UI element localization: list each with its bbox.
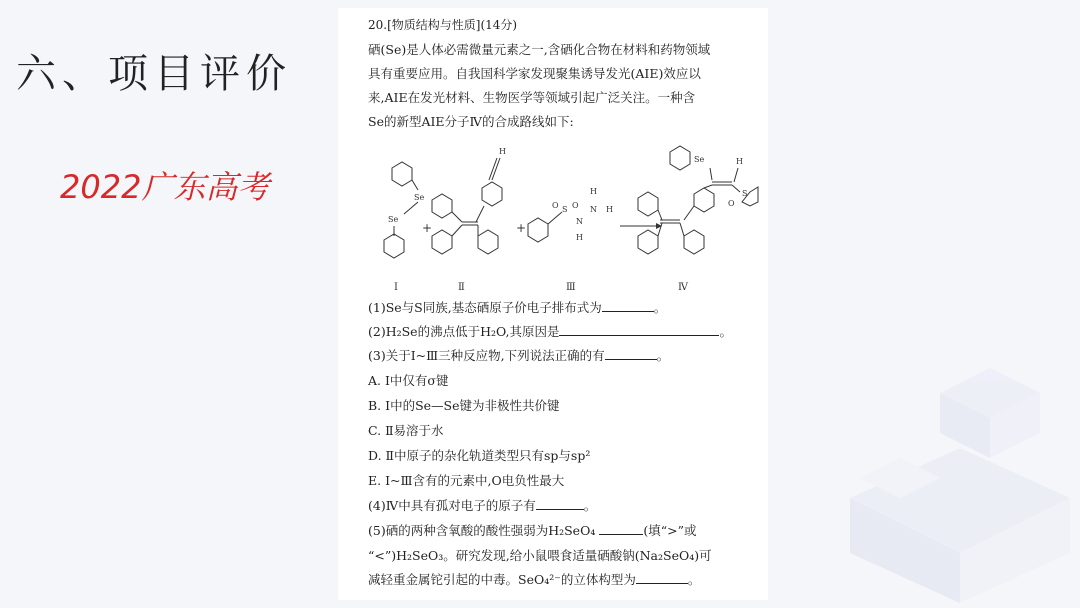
compound-iv: [638, 146, 758, 254]
question-1: (1)Se与S同族,基态硒原子价电子排布式为 。: [368, 300, 667, 315]
answer-blank-4[interactable]: [536, 498, 584, 510]
question-3: (3)关于Ⅰ~Ⅲ三种反应物,下列说法正确的有 。: [368, 348, 670, 363]
decorative-cubes: [840, 338, 1080, 608]
question-4: (4)Ⅳ中具有孤对电子的原子有 。: [368, 498, 597, 513]
plus-sign-1: +: [422, 221, 433, 235]
question-5-line-2: “<”)H₂SeO₃。研究发现,给小鼠喂食适量硒酸钠(Na₂SeO₄)可: [368, 548, 712, 563]
intro-line-2: 具有重要应用。自我国科学家发现聚集诱导发光(AIE)效应以: [368, 66, 701, 81]
plus-sign-2: +: [516, 221, 527, 235]
atom-o-iv-1: O: [728, 199, 735, 208]
answer-blank-5a[interactable]: [599, 523, 643, 535]
question-header: 20.[物质结构与性质](14分): [368, 18, 518, 32]
intro-line-1: 硒(Se)是人体必需微量元素之一,含硒化合物在材料和药物领域: [368, 42, 711, 57]
atom-o-2: O: [572, 201, 579, 210]
atom-s-iv: S: [742, 189, 748, 198]
atom-h-ii: H: [499, 147, 506, 156]
atom-se-1: Se: [414, 193, 425, 202]
question-2: (2)H₂Se的沸点低于H₂O,其原因是 。: [368, 324, 732, 339]
atom-h-2: H: [606, 205, 613, 214]
intro-line-4: Se的新型AIE分子Ⅳ的合成路线如下:: [368, 114, 574, 129]
question-5-line-3: 减轻重金属铊引起的中毒。SeO₄²⁻的立体构型为 。: [368, 572, 701, 587]
option-b: B. Ⅰ中的Se—Se键为非极性共价键: [368, 398, 560, 413]
atom-h-1: H: [590, 187, 597, 196]
option-e: E. Ⅰ~Ⅲ含有的元素中,O电负性最大: [368, 473, 565, 488]
question-5-line-1: (5)硒的两种含氧酸的酸性强弱为H₂SeO₄ (填“>”或: [368, 523, 697, 538]
atom-se-iv: Se: [694, 155, 705, 164]
atom-h-iv: H: [736, 157, 743, 166]
atom-n-2: N: [590, 205, 597, 214]
answer-blank-1[interactable]: [602, 300, 654, 312]
atom-h-3: H: [576, 233, 583, 242]
answer-blank-5b[interactable]: [636, 572, 688, 584]
option-c: C. Ⅱ易溶于水: [368, 423, 444, 438]
label-ii: Ⅱ: [458, 282, 465, 293]
label-iv: Ⅳ: [678, 282, 688, 293]
option-a: A. Ⅰ中仅有σ键: [368, 373, 449, 388]
label-iii: Ⅲ: [566, 282, 576, 293]
atom-n-1: N: [576, 217, 583, 226]
exam-question-image: [338, 8, 768, 600]
answer-blank-3[interactable]: [605, 348, 657, 360]
label-i: Ⅰ: [394, 282, 398, 293]
compound-ii: [432, 147, 506, 254]
compound-i: [384, 162, 424, 258]
atom-s: S: [562, 205, 568, 214]
slide-subtitle: 2022广东高考: [60, 168, 270, 206]
slide-title: 六、项目评价: [16, 51, 292, 97]
atom-o-1: O: [552, 201, 559, 210]
intro-line-3: 来,AIE在发光材料、生物医学等领域引起广泛关注。一种含: [368, 90, 696, 105]
answer-blank-2[interactable]: [559, 324, 719, 336]
synthesis-scheme: [360, 140, 760, 296]
compound-iii: [528, 187, 613, 242]
atom-se-2: Se: [388, 215, 399, 224]
option-d: D. Ⅱ中原子的杂化轨道类型只有sp与sp²: [368, 448, 591, 463]
